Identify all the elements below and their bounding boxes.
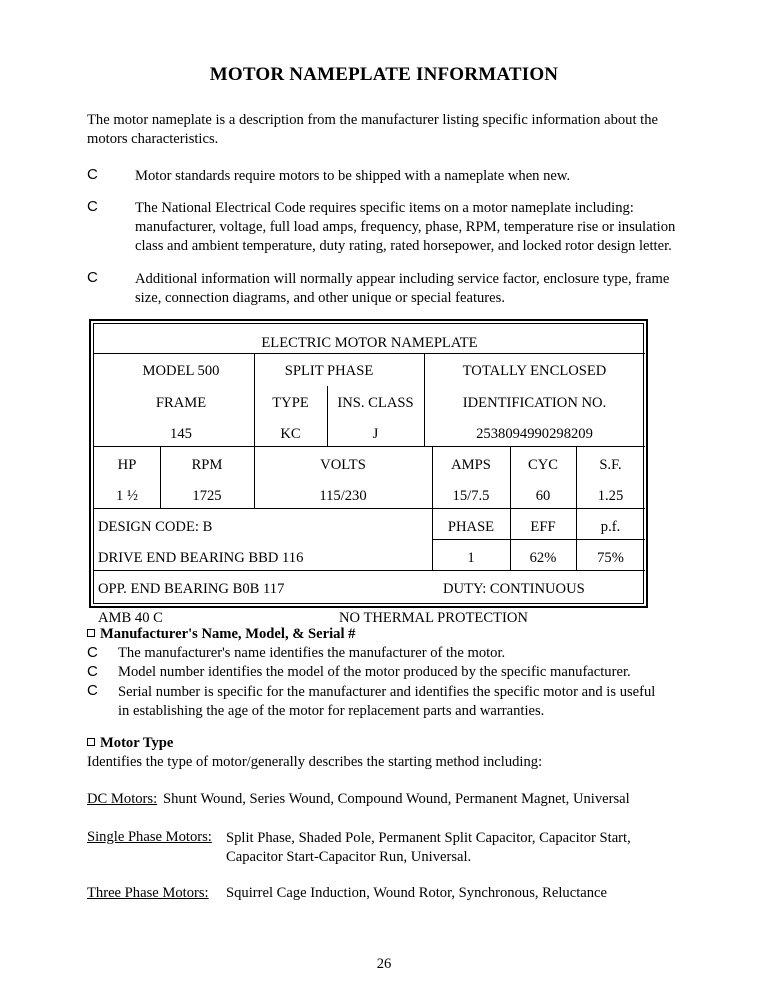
three-phase-label: Three Phase Motors:	[87, 885, 209, 901]
bullet-icon: C	[87, 682, 98, 699]
single-phase-text	[226, 829, 631, 867]
ins-class-label: INS. CLASS	[337, 395, 414, 411]
dc-motors-label: DC Motors:	[87, 791, 158, 807]
type-label: TYPE	[272, 395, 309, 411]
divider	[94, 353, 645, 354]
eff-value: 62%	[529, 550, 557, 566]
bullet-icon: C	[87, 166, 98, 183]
single-phase-label: Single Phase Motors:	[87, 829, 212, 845]
amps-value: 15/7.5	[452, 488, 490, 504]
page-title: MOTOR NAMEPLATE INFORMATION	[209, 64, 559, 85]
bullet-line: Motor standards require motors to be shipped with a nameplate when new.	[135, 168, 571, 184]
text-line: Split Phase, Shaded Pole, Permanent Split Capacitor, Capacitor Start,	[226, 830, 631, 846]
nameplate	[93, 323, 644, 626]
rpm-value: 1725	[192, 488, 222, 504]
cyc-value: 60	[535, 488, 551, 504]
frame-value: 145	[170, 426, 192, 442]
bullet-line: Serial number is specific for the manufacturer and identifies the specific motor and is useful	[118, 684, 656, 700]
section-heading	[87, 735, 173, 752]
ambient-temp: AMB 40 C	[98, 610, 163, 626]
duty-rating: DUTY: CONTINUOUS	[443, 581, 585, 597]
nameplate-heading: ELECTRIC MOTOR NAMEPLATE	[261, 335, 478, 351]
model: MODEL 500	[142, 363, 220, 379]
text-line: Capacitor Start-Capacitor Run, Universal.	[226, 849, 472, 865]
intro-line: The motor nameplate is a description from the manufacturer listing specific information about the	[87, 112, 659, 128]
type-value: KC	[280, 426, 301, 442]
opp-end-bearing: OPP. END BEARING B0B 117	[98, 581, 285, 597]
phase-value: 1	[467, 550, 475, 566]
square-bullet-icon	[87, 738, 95, 746]
pf-value: 75%	[597, 550, 624, 566]
bullet-icon: C	[87, 198, 98, 215]
rpm-label: RPM	[191, 457, 223, 473]
hp-label: HP	[117, 457, 137, 473]
design-code: DESIGN CODE: B	[98, 519, 213, 535]
phase-label: PHASE	[447, 519, 495, 535]
sf-label: S.F.	[599, 457, 622, 473]
hp-value: 1 ½	[116, 488, 138, 504]
bullet-line: size, connection diagrams, and other unique or special features.	[135, 290, 505, 306]
sf-value: 1.25	[597, 488, 624, 504]
bullet-line: in establishing the age of the motor for replacement parts and warranties.	[118, 703, 545, 719]
enclosure: TOTALLY ENCLOSED	[462, 363, 607, 379]
intro-paragraph	[87, 111, 687, 149]
divider	[160, 446, 161, 508]
bullet-text	[118, 683, 655, 721]
bullet-line: class and ambient temperature, duty rating, rated horsepower, and locked rotor design letter.	[135, 238, 672, 254]
section-heading-text: Manufacturer's Name, Model, & Serial #	[100, 626, 356, 642]
volts-label: VOLTS	[320, 457, 366, 473]
id-value: 2538094990298209	[476, 426, 593, 442]
drive-end-bearing: DRIVE END BEARING BBD 116	[98, 550, 304, 566]
frame-label: FRAME	[155, 395, 207, 411]
phase-type: SPLIT PHASE	[284, 363, 374, 379]
divider	[94, 508, 645, 509]
pf-label: p.f.	[600, 519, 621, 535]
divider	[94, 446, 645, 447]
bullet-text: The manufacturer's name identifies the manufacturer of the motor.	[118, 645, 506, 661]
bullet-line: The National Electrical Code requires specific items on a motor nameplate including:	[135, 200, 634, 216]
three-phase-text: Squirrel Cage Induction, Wound Rotor, Synchronous, Reluctance	[226, 885, 607, 901]
square-bullet-icon	[87, 629, 95, 637]
bullet-icon: C	[87, 269, 98, 286]
ins-class-value: J	[372, 426, 379, 442]
bullet-line: Additional information will normally appear including service factor, enclosure type, frame	[135, 271, 670, 287]
amps-label: AMPS	[451, 457, 491, 473]
dc-motors-text: Shunt Wound, Series Wound, Compound Wound, Permanent Magnet, Universal	[163, 791, 630, 807]
divider	[424, 353, 425, 446]
divider	[327, 386, 328, 446]
eff-label: EFF	[530, 519, 556, 535]
bullet-icon: C	[87, 663, 98, 680]
bullet-line: manufacturer, voltage, full load amps, frequency, phase, RPM, temperature rise or insulation	[135, 219, 676, 235]
divider	[94, 570, 645, 571]
id-label: IDENTIFICATION NO.	[462, 395, 607, 411]
bullet-text	[135, 167, 690, 186]
section-intro: Identifies the type of motor/generally describes the starting method including:	[87, 754, 543, 770]
divider	[432, 539, 645, 540]
section-heading-text: Motor Type	[100, 735, 174, 751]
page-number: 26	[376, 956, 392, 972]
bullet-text	[135, 270, 690, 308]
bullet-icon: C	[87, 644, 98, 661]
divider	[254, 353, 255, 508]
section-heading	[87, 626, 355, 643]
bullet-text	[135, 199, 690, 256]
volts-value: 115/230	[319, 488, 367, 504]
thermal-protection: NO THERMAL PROTECTION	[339, 610, 528, 626]
intro-line: motors characteristics.	[87, 131, 219, 147]
cyc-label: CYC	[527, 457, 558, 473]
bullet-text: Model number identifies the model of the motor produced by the specific manufacturer.	[118, 664, 631, 680]
